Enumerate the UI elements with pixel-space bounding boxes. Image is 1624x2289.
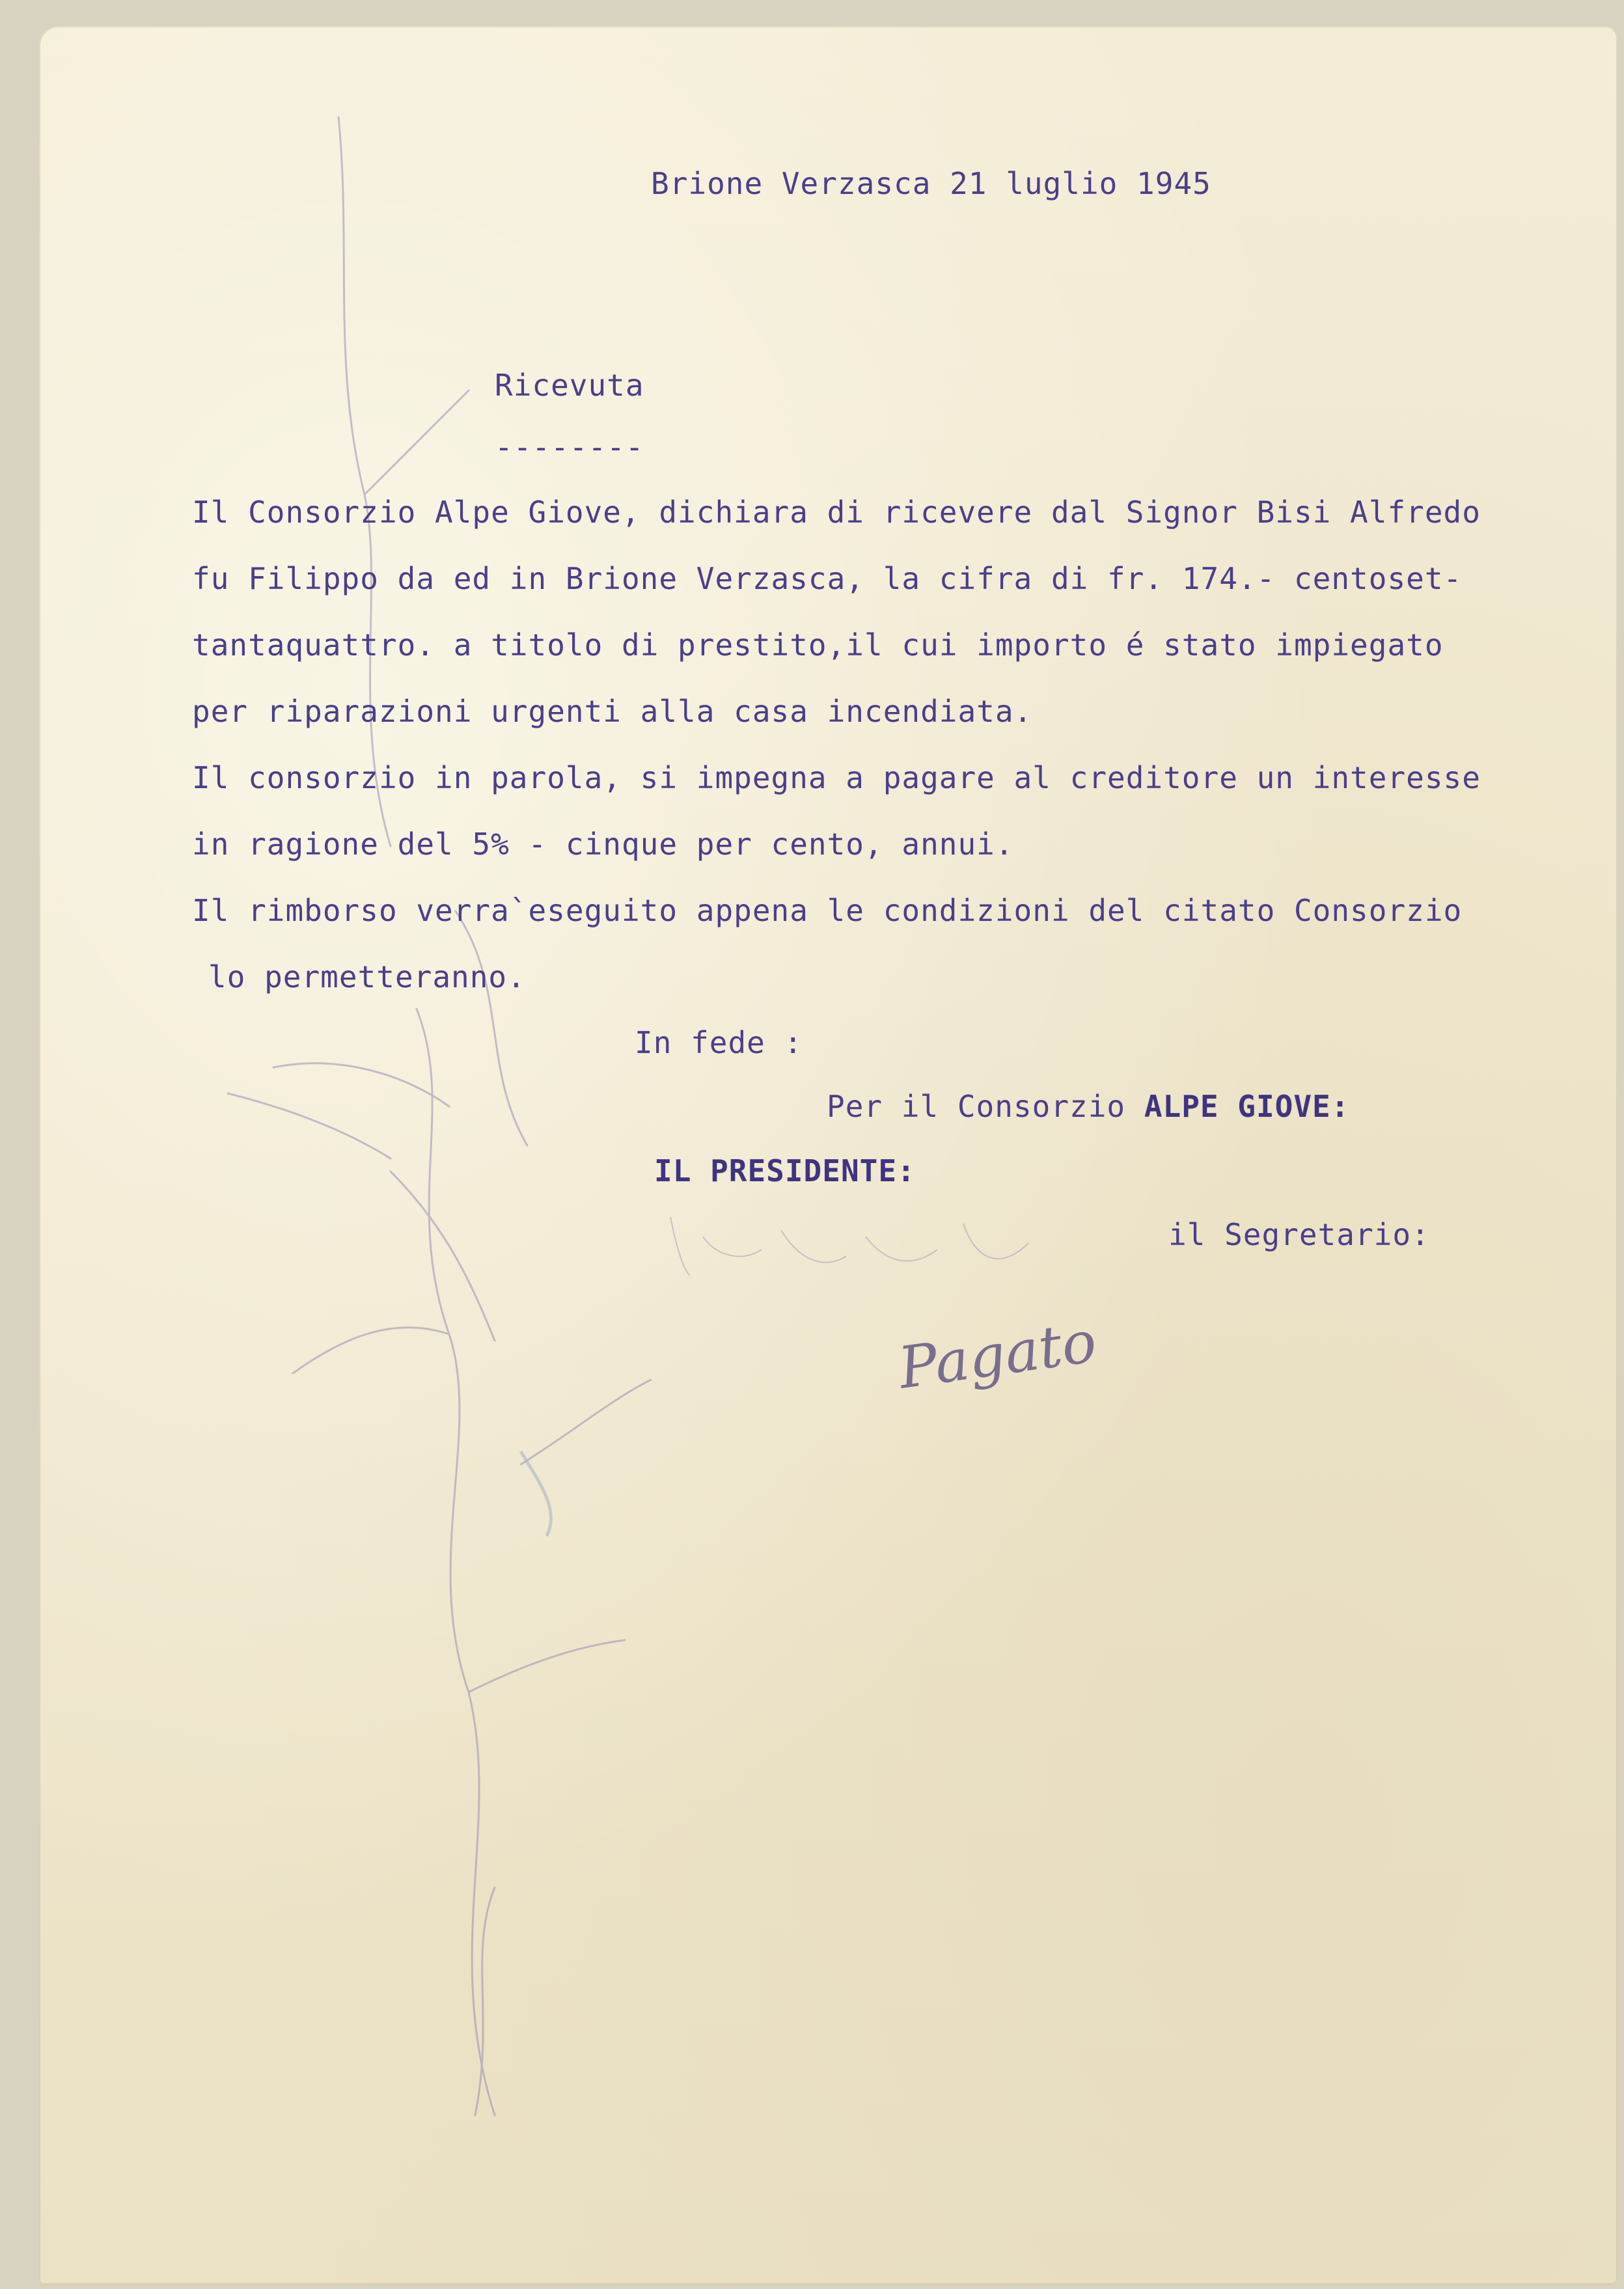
per-consorzio-label: Per il Consorzio: [827, 1089, 1126, 1124]
receipt-title: Ricevuta: [495, 368, 644, 403]
body-line-5: Il consorzio in parola, si impegna a pagare al creditore un interesse: [192, 760, 1481, 795]
body-line-6: in ragione del 5% - cinque per cento, annui.: [192, 827, 1014, 862]
body-line-3: tantaquattro. a titolo di prestito,il cui importo é stato impiegato: [192, 627, 1444, 663]
closing-in-fede: In fede :: [635, 1025, 803, 1060]
consorzio-name: ALPE GIOVE:: [1144, 1089, 1350, 1124]
president-label: IL PRESIDENTE:: [654, 1153, 916, 1188]
body-line-4: per riparazioni urgenti alla casa incendiata.: [192, 694, 1033, 729]
secretary-label: il Segretario:: [1168, 1217, 1430, 1252]
per-consorzio-line: [827, 1089, 1349, 1124]
pencil-note-pagato: Pagato: [894, 1308, 1101, 1402]
body-line-1: Il Consorzio Alpe Giove, dichiara di ricevere dal Signor Bisi Alfredo: [192, 495, 1481, 530]
body-line-8: lo permetteranno.: [208, 959, 526, 994]
place-date: Brione Verzasca 21 luglio 1945: [651, 166, 1211, 201]
body-line-7: Il rimborso verra`eseguito appena le condizioni del citato Consorzio: [192, 893, 1463, 928]
body-line-2: fu Filippo da ed in Brione Verzasca, la cifra di fr. 174.- centoset-: [192, 561, 1463, 596]
title-underline: --------: [495, 430, 644, 465]
